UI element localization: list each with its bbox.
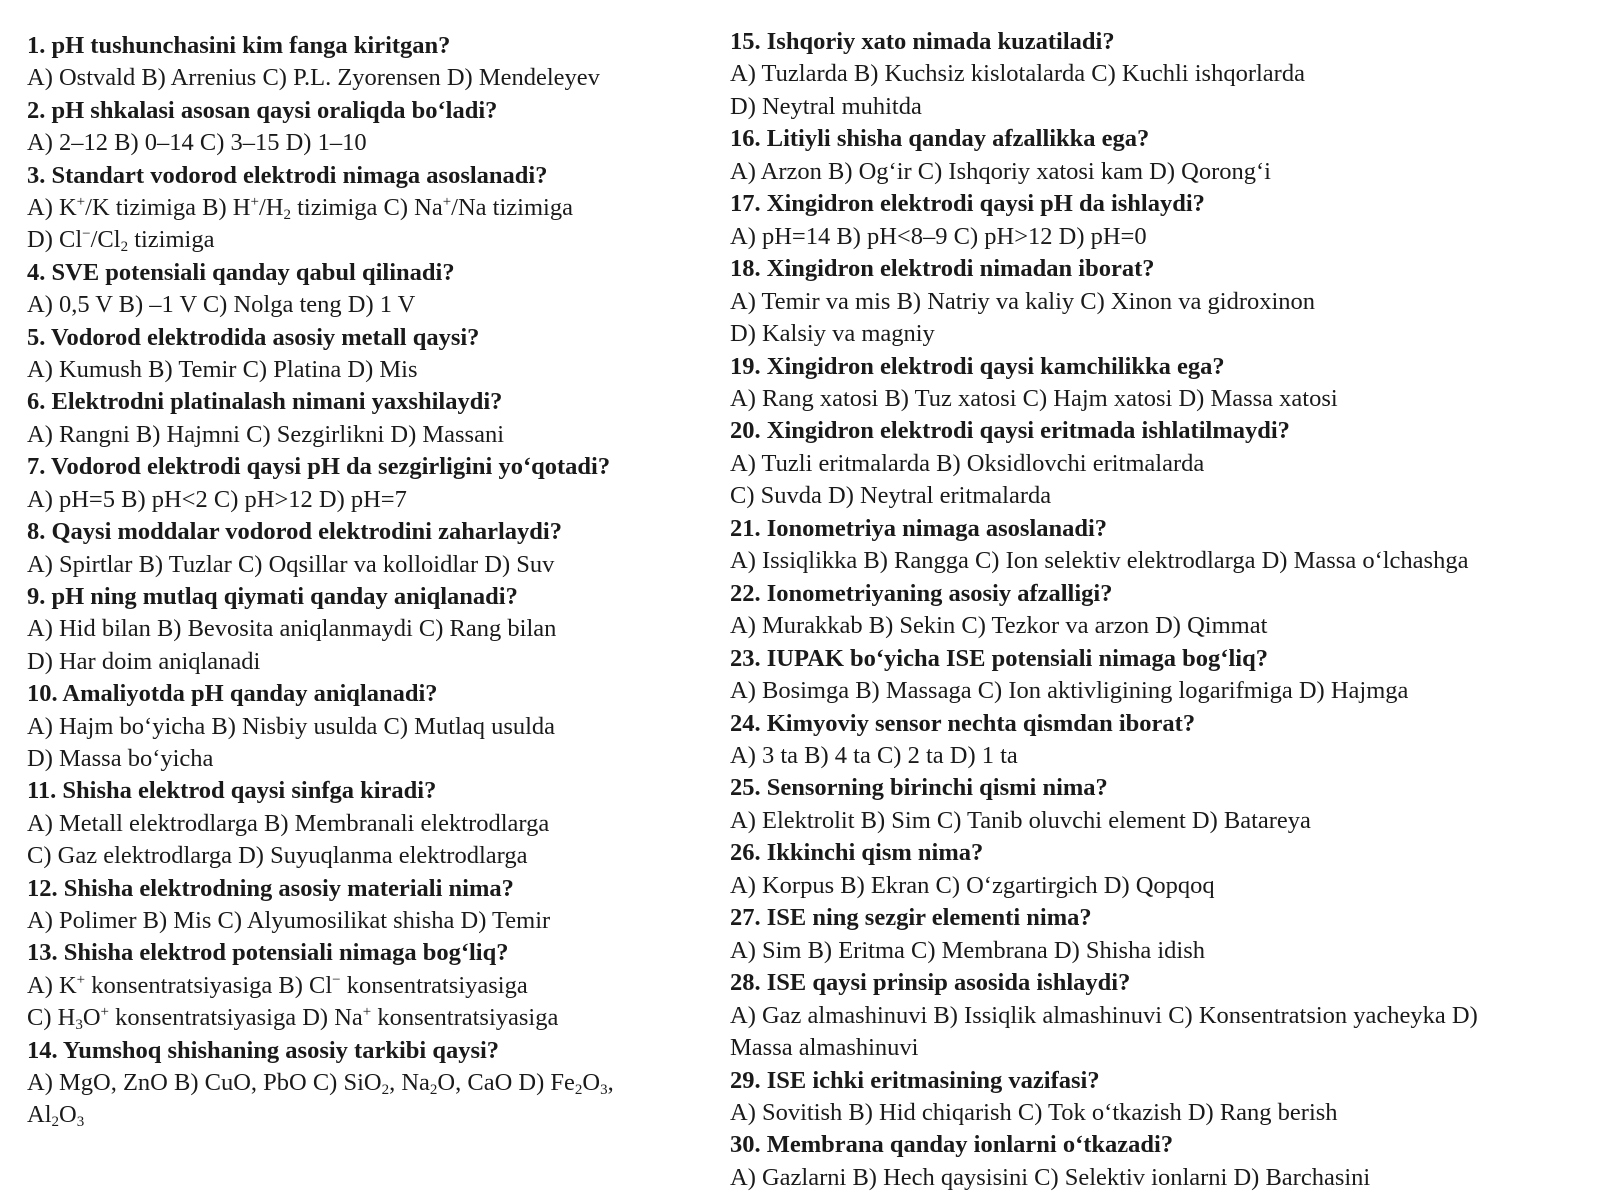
answer-options: A) Rang xatosi B) Tuz xatosi C) Hajm xatosi D) Massa xatosi: [730, 384, 1338, 412]
answer-options: A) Temir va mis B) Natriy va kaliy C) Xinon va gidroxinon: [730, 287, 1316, 315]
answer-options: A) 3 ta B) 4 ta C) 2 ta D) 1 ta: [730, 741, 1018, 769]
answer-options: C) Suvda D) Neytral eritmalarda: [730, 482, 1052, 510]
question-text: 26. Ikkinchi qism nima?: [730, 839, 984, 867]
question-text: 2. pH shkalasi asosan qaysi oraliqda bo‘ladi?: [27, 96, 498, 124]
question-text: 22. Ionometriyaning asosiy afzalligi?: [730, 579, 1113, 607]
question-text: 14. Yumshoq shishaning asosiy tarkibi qaysi?: [27, 1036, 500, 1064]
question-text: 8. Qaysi moddalar vodorod elektrodini zaharlaydi?: [27, 518, 562, 546]
question-text: 25. Sensorning birinchi qismi nima?: [730, 774, 1108, 802]
question-text: 27. ISE ning sezgir elementi nima?: [730, 904, 1092, 932]
answer-options: A) Arzon B) Og‘ir C) Ishqoriy xatosi kam D) Qorong‘i: [730, 157, 1271, 185]
question-text: 21. Ionometriya nimaga asoslanadi?: [730, 514, 1108, 542]
answer-options: A) K+/K tizimiga B) $H^+/H_2$ tizimiga C) Na+/Na tizimiga: [27, 194, 573, 224]
question-text: 17. Xingidron elektrodi qaysi pH da ishlaydi?: [730, 190, 1205, 218]
answer-options: A) Tuzli eritmalarda B) Oksidlovchi eritmalarda: [730, 449, 1205, 477]
answer-options: A) Hajm bo‘yicha B) Nisbiy usulda C) Mutlaq usulda: [27, 712, 556, 740]
answer-options: A) Sim B) Eritma C) Membrana D) Shisha idish: [730, 936, 1205, 964]
answer-options: A) Murakkab B) Sekin C) Tezkor va arzon D) Qimmat: [730, 612, 1268, 640]
question-text: 5. Vodorod elektrodida asosiy metall qaysi?: [27, 323, 480, 351]
answer-options: D) Massa bo‘yicha: [27, 744, 214, 772]
answer-options: C) Gaz elektrodlarga D) Suyuqlanma elektrodlarga: [27, 842, 528, 870]
question-text: 19. Xingidron elektrodi qaysi kamchilikka ega?: [730, 352, 1225, 380]
answer-options: D) Neytral muhitda: [730, 92, 922, 120]
answer-options: A) Kumush B) Temir C) Platina D) Mis: [27, 356, 418, 384]
answer-options: A) Issiqlikka B) Rangga C) Ion selektiv elektrodlarga D) Massa o‘lchashga: [730, 547, 1469, 575]
answer-options: D) Har doim aniqlanadi: [27, 647, 261, 675]
answer-options: A) 2–12 B) 0–14 C) 3–15 D) 1–10: [27, 129, 367, 157]
question-text: 3. Standart vodorod elektrodi nimaga asoslanadi?: [27, 161, 548, 189]
right-column: [730, 26, 1590, 1194]
answer-options: A) Rangni B) Hajmni C) Sezgirlikni D) Massani: [27, 420, 505, 448]
question-text: 18. Xingidron elektrodi nimadan iborat?: [730, 255, 1155, 283]
answer-options: C) $H_3O^+$ konsentratsiyasiga D) Na+ konsentratsiyasiga: [27, 1004, 559, 1034]
question-text: 10. Amaliyotda pH qanday aniqlanadi?: [27, 680, 438, 708]
question-text: 15. Ishqoriy xato nimada kuzatiladi?: [730, 28, 1115, 55]
question-text: 9. pH ning mutlaq qiymati qanday aniqlanadi?: [27, 582, 518, 610]
question-text: 1. pH tushunchasini kim fanga kiritgan?: [27, 32, 451, 59]
answer-options: A) 0,5 V B) –1 V C) Nolga teng D) 1 V: [27, 291, 416, 319]
answer-options: Massa almashinuvi: [730, 1034, 919, 1062]
left-column: [27, 30, 717, 1132]
answer-options: D) $Cl^-/Cl_2$ tizimiga: [27, 226, 215, 256]
answer-options: A) K+ konsentratsiyasiga B) Cl− konsentratsiyasiga: [27, 971, 528, 999]
answer-options: A) pH=5 B) pH<2 C) pH>12 D) pH=7: [27, 485, 407, 513]
answer-options: A) Bosimga B) Massaga C) Ion aktivligining logarifmiga D) Hajmga: [730, 677, 1409, 705]
question-text: 30. Membrana qanday ionlarni o‘tkazadi?: [730, 1131, 1174, 1159]
answer-options: A) Elektrolit B) Sim C) Tanib oluvchi element D) Batareya: [730, 806, 1311, 834]
question-text: 24. Kimyoviy sensor nechta qismdan iborat?: [730, 709, 1196, 737]
answer-options: A) Gazlarni B) Hech qaysisini C) Selektiv ionlarni D) Barchasini: [730, 1163, 1371, 1191]
answer-options: $Al_2O_3$: [27, 1101, 85, 1131]
answer-options: A) Spirtlar B) Tuzlar C) Oqsillar va kolloidlar D) Suv: [27, 550, 555, 578]
answer-options: A) MgO, ZnO B) CuO, PbO C) SiO$_2$, $Na_2O$, CaO D) $Fe_2O_3$,: [27, 1069, 614, 1098]
answer-options: A) Metall elektrodlarga B) Membranali elektrodlarga: [27, 809, 550, 837]
question-text: 23. IUPAK bo‘yicha ISE potensiali nimaga bog‘liq?: [730, 644, 1268, 672]
question-text: 7. Vodorod elektrodi qaysi pH da sezgirligini yo‘qotadi?: [27, 453, 611, 481]
question-text: 11. Shisha elektrod qaysi sinfga kiradi?: [27, 777, 437, 805]
question-text: 16. Litiyli shisha qanday afzallikka ega?: [730, 125, 1150, 153]
answer-options: A) Korpus B) Ekran C) O‘zgartirgich D) Qopqoq: [730, 871, 1215, 899]
question-text: 29. ISE ichki eritmasining vazifasi?: [730, 1066, 1100, 1094]
question-text: 28. ISE qaysi prinsip asosida ishlaydi?: [730, 969, 1131, 997]
question-text: 20. Xingidron elektrodi qaysi eritmada ishlatilmaydi?: [730, 417, 1290, 445]
question-text: 12. Shisha elektrodning asosiy materiali nima?: [27, 874, 514, 902]
answer-options: A) Ostvald B) Arrenius C) P.L. Zyorensen D) Mendeleyev: [27, 64, 600, 92]
question-text: 4. SVE potensiali qanday qabul qilinadi?: [27, 258, 455, 286]
question-text: 6. Elektrodni platinalash nimani yaxshilaydi?: [27, 388, 503, 416]
answer-options: A) Sovitish B) Hid chiqarish C) Tok o‘tkazish D) Rang berish: [730, 1098, 1338, 1126]
answer-options: A) Tuzlarda B) Kuchsiz kislotalarda C) Kuchli ishqorlarda: [730, 60, 1305, 88]
answer-options: A) pH=14 B) pH<8–9 C) pH>12 D) pH=0: [730, 222, 1147, 250]
question-text: 13. Shisha elektrod potensiali nimaga bog‘liq?: [27, 939, 509, 967]
answer-options: D) Kalsiy va magniy: [730, 320, 935, 348]
answer-options: A) Polimer B) Mis C) Alyumosilikat shisha D) Temir: [27, 906, 551, 934]
answer-options: A) Gaz almashinuvi B) Issiqlik almashinuvi C) Konsentratsion yacheyka D): [730, 1001, 1478, 1029]
answer-options: A) Hid bilan B) Bevosita aniqlanmaydi C) Rang bilan: [27, 615, 557, 643]
